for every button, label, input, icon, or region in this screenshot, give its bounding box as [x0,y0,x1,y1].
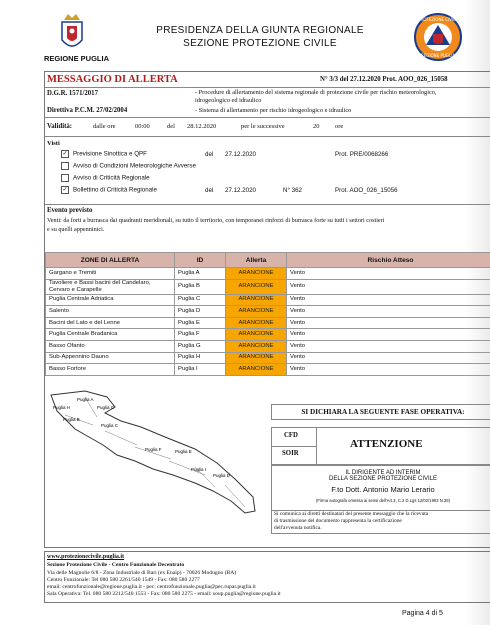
header-line-2: SEZIONE PROTEZIONE CIVILE [183,38,337,49]
dgr-label: D.G.R. 1571/2017 [47,90,98,97]
zone-id: Puglia H [175,352,226,364]
zone-id: Puglia B [175,279,226,294]
visti-item-number: N° 362 [283,187,302,194]
map-zone-label: Puglia H [53,405,71,410]
zone-alert: ARANCIONE [226,364,287,376]
zone-risk: Vento [287,340,490,352]
footer-site-link[interactable]: www.protezionecivile.puglia.it [47,554,125,560]
visti-item [61,186,157,194]
footer-line-4: email: centrofunzionale@regione.puglia.it - pec: centrofunzionale.puglia@pec.rupar.puglia.it [47,584,256,590]
zone-risk: Vento [287,352,490,364]
zone-alert: ARANCIONE [226,340,287,352]
zone-alert: ARANCIONE [226,329,287,341]
zone-risk: Vento [287,317,490,329]
visti-title: Visti [47,140,60,147]
directive-label: Direttiva P.C.M. 27/02/2004 [47,107,128,114]
zone-risk: Vento [287,268,490,280]
zone-risk: Vento [287,329,490,341]
operational-phase-panel [271,387,490,534]
zones-header-row [46,253,490,268]
svg-text:PROTEZIONE CIVILE: PROTEZIONE CIVILE [418,17,458,22]
zone-id: Puglia A [175,268,226,280]
header-line-1: PRESIDENZA DELLA GIUNTA REGIONALE [156,25,364,36]
zone-name: Puglia Centrale Adriatica [46,294,175,306]
visti-item-date: 27.12.2020 [225,151,256,158]
map-zone-label: Puglia F [145,447,162,452]
map-zone-label: Puglia C [101,423,119,428]
zone-row [46,364,490,376]
zone-name: Basso Ofanto [46,340,175,352]
col-id: ID [175,253,226,268]
validity-del-label: del [167,123,175,130]
visti-item-label: Previsione Sinottica e QPF [73,150,147,158]
visti-item-del: del [205,151,214,158]
message-title: MESSAGGIO DI ALLERTA [47,74,178,85]
zone-name: Salento [46,306,175,318]
map-zone-label: Puglia B [63,417,80,422]
zone-alert: ARANCIONE [226,279,287,294]
zone-risk: Vento [287,364,490,376]
zone-row [46,268,490,280]
visti-item [61,150,147,158]
validity-from-time: 00:00 [135,123,150,130]
zone-id: Puglia D [175,306,226,318]
footer-line-1: Sezione Protezione Civile - Centro Funzionale Decentrato [47,562,185,568]
map-zone-label: Puglia E [175,449,192,454]
zone-risk: Vento [287,294,490,306]
fase-level: ATTENZIONE [350,438,423,450]
zone-row [46,340,490,352]
validity-from-label: dalle ore [93,123,116,130]
notice-line-1: Si comunica ai diretti destinatari del presente messaggio che la ricevuta [274,511,429,517]
zone-alert: ARANCIONE [226,294,287,306]
visti-item-prot: Prot. AOO_026_15056 [335,187,398,194]
validity-date: 28.12.2020 [187,123,217,130]
evento-line-1: Venti: da forti a burrasca dai quadranti meridionali, su tutto il territorio, con temporanei rinforzi di burrasca forte su tutti i settori costieri [47,217,385,224]
zone-id: Puglia I [175,364,226,376]
dgr-text-1: - Procedure di allertamento del sistema regionale di protezione civile per rischio meteorologico, [195,89,437,96]
visti-checkbox[interactable] [61,174,69,182]
zone-row [46,317,490,329]
visti-item [61,162,196,170]
zone-name: Puglia Centrale Bradanica [46,329,175,341]
zone-name: Bacini del Lato e del Lenne [46,317,175,329]
zone-risk: Vento [287,306,490,318]
message-number: N° 3/3 del 27.12.2020 Prot. AOO_026_15058 [320,76,448,83]
zone-risk: Vento [287,279,490,294]
signature-block [271,465,490,511]
soir-label: SOIR [282,450,299,457]
footer-line-3: Centro Funzionale: Tel 080 580 2261/540 1549 - Fax: 080 580 2277 [47,577,200,583]
zone-name: Basso Fortore [46,364,175,376]
notice-line-3: dell'avvenuta notifica. [274,525,322,531]
dgr-text-2: idrogeologico ed idraulico [195,97,262,104]
zone-alert: ARANCIONE [226,352,287,364]
col-zone: ZONE DI ALLERTA [46,253,175,268]
svg-text:REGIONE PUGLIA: REGIONE PUGLIA [420,53,456,58]
protezione-civile-logo [413,12,463,62]
footer-line-2: Via delle Magnolie 6/8 - Zona Industriale di Bari (ex Enaip) - 70026 Modugno (BA) [47,570,237,576]
puglia-zones-map [45,387,267,519]
zones-table [45,252,490,376]
zone-alert: ARANCIONE [226,306,287,318]
footer-line-5: Sala Operativa: Tel. 080 580 2212/540 1553 - Fax: 080 580 2275 - email: soup.puglia@regione.puglia.it [47,591,281,597]
fase-title: SI DICHIARA LA SEGUENTE FASE OPERATIVA: [271,404,490,420]
zone-row [46,306,490,318]
signature-note: (Firma autografa omessa ai sensi dell'Art.3, C.2 D.Lgs 12/02/1993 N.39) [316,498,450,503]
zone-id: Puglia G [175,340,226,352]
visti-item-label: Bollettino di Criticità Regionale [73,186,157,194]
col-alert: Allerta [226,253,287,268]
notice-block [271,511,490,534]
map-zone-label: Puglia G [97,405,115,410]
zone-name: Gargano e Tremiti [46,268,175,280]
signer-name: F.to Dott. Antonio Mario Lerario [331,485,435,494]
zone-id: Puglia F [175,329,226,341]
col-risk: Rischio Atteso [287,253,490,268]
validity-ore-label: ore [335,123,344,130]
visti-item-label: Avviso di Condizioni Meteorologiche Avverse [73,162,196,170]
map-zone-label: Puglia D [213,473,231,478]
directive-text: - Sistema di allertamento per rischio idrogeologico e idraulico [195,107,352,114]
zone-row [46,329,490,341]
validity-label: Validità: [47,123,73,130]
regione-puglia-logo [44,10,100,60]
zone-alert: ARANCIONE [226,268,287,280]
evento-title: Evento previsto [47,207,93,214]
zone-name: Sub-Appennino Dauno [46,352,175,364]
validity-next-label: per le successive [241,123,285,130]
visti-item-prot: Prot. PRE/0068266 [335,151,389,158]
notice-line-2: di trasmissione del documento rappresenta la certificazione [274,518,402,524]
visti-checkbox[interactable]: ✓ [62,151,68,157]
zone-id: Puglia E [175,317,226,329]
header-title [150,24,370,50]
zone-row [46,352,490,364]
evento-line-2: e su quelli appenninici. [47,226,105,233]
fase-level-box [271,427,490,465]
footer-contacts [44,551,490,603]
signer-role-2: DELLA SEZIONE PROTEZIONE CIVILE [328,476,438,482]
visti-checkbox[interactable]: ✓ [62,187,68,193]
visti-item-label: Avviso di Criticità Regionale [73,174,150,182]
zone-id: Puglia C [175,294,226,306]
visti-item [61,174,150,182]
region-label: REGIONE PUGLIA [44,54,110,63]
alert-message-box [44,71,490,548]
visti-checkbox[interactable] [61,162,69,170]
map-zone-label: Puglia A [77,397,94,402]
validity-hours: 20 [313,123,320,130]
zone-row [46,279,490,294]
page-number: Pagina 4 di 5 [402,610,443,617]
zone-row [46,294,490,306]
visti-item-date: 27.12.2020 [225,187,256,194]
zone-name: Tavoliere e Bassi bacini del Candelaro, Cervaro e Carapelle [46,279,175,294]
map-zone-label: Puglia I [191,467,207,472]
visti-item-del: del [205,187,214,194]
cfd-label: CFD [284,432,298,439]
signer-role-1: IL DIRIGENTE AD INTERIM [345,470,421,476]
zone-alert: ARANCIONE [226,317,287,329]
